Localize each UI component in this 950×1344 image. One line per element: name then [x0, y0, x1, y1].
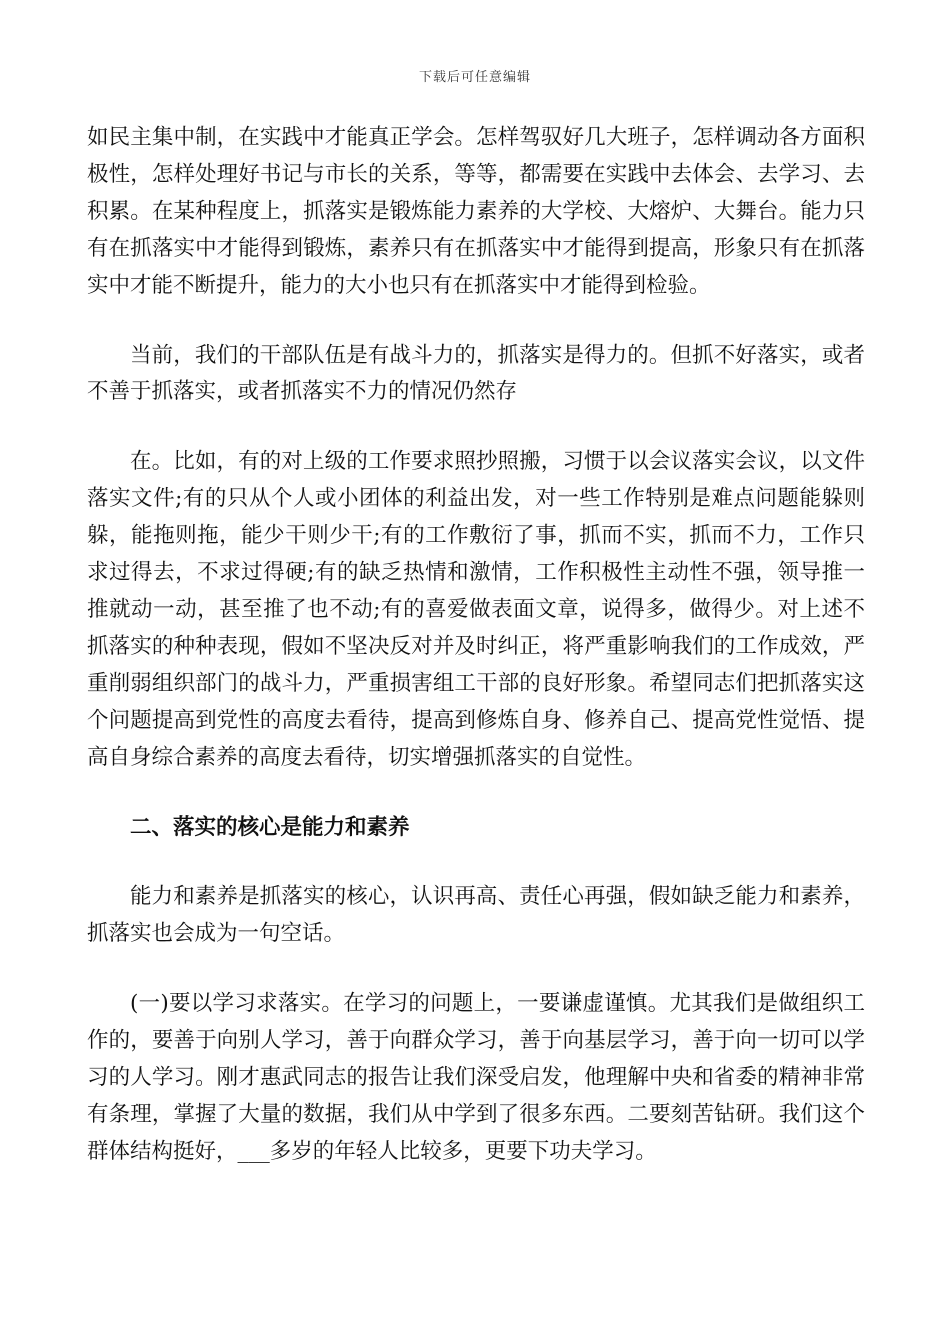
- paragraph-3: 在。比如，有的对上级的工作要求照抄照搬，习惯于以会议落实会议，以文件落实文件;有的只从个人或小团体的利益出发，对一些工作特别是难点问题能躲则躲，能拖则拖，能少干则少干;有的工作敷衍了事，抓而不实，抓而不力，工作只求过得去，不求过得硬;有的缺乏热情和激情，工作积极性主动性不强，领导推一推就动一动，甚至推了也不动;有的喜爱做表面文章，说得多，做得少。对上述不抓落实的种种表现，假如不坚决反对并及时纠正，将严重影响我们的工作成效，严重削弱组织部门的战斗力，严重损害组工干部的良好形象。希望同志们把抓落实这个问题提高到党性的高度去看待，提高到修炼自身、修养自己、提高党性觉悟、提高自身综合素养的高度去看待，切实增强抓落实的自觉性。: [87, 449, 865, 770]
- document-body: [87, 120, 865, 1171]
- paragraph-5: (一)要以学习求落实。在学习的问题上，一要谦虚谨慎。尤其我们是做组织工作的，要善于向别人学习，善于向群众学习，善于向基层学习，善于向一切可以学习的人学习。刚才惠武同志的报告让我们深受启发，他理解中央和省委的精神非常有条理，掌握了大量的数据，我们从中学到了很多东西。二要刻苦钻研。我们这个群体结构挺好，___多岁的年轻人比较多，更要下功夫学习。: [87, 991, 865, 1164]
- paragraph-1: 如民主集中制，在实践中才能真正学会。怎样驾驭好几大班子，怎样调动各方面积极性，怎样处理好书记与市长的关系，等等，都需要在实践中去体会、去学习、去积累。在某种程度上，抓落实是锻炼能力素养的大学校、大熔炉、大舞台。能力只有在抓落实中才能得到锻炼，素养只有在抓落实中才能得到提高，形象只有在抓落实中才能不断提升，能力的大小也只有在抓落实中才能得到检验。: [87, 125, 865, 298]
- paragraph-4: 能力和素养是抓落实的核心，认识再高、责任心再强，假如缺乏能力和素养，抓落实也会成为一句空话。: [87, 884, 865, 947]
- section-heading: 二、落实的核心是能力和素养: [130, 814, 410, 840]
- page-header: 下载后可任意编辑: [418, 70, 531, 85]
- paragraph-2: 当前，我们的干部队伍是有战斗力的，抓落实是得力的。但抓不好落实，或者不善于抓落实，或者抓落实不力的情况仍然存: [87, 342, 865, 405]
